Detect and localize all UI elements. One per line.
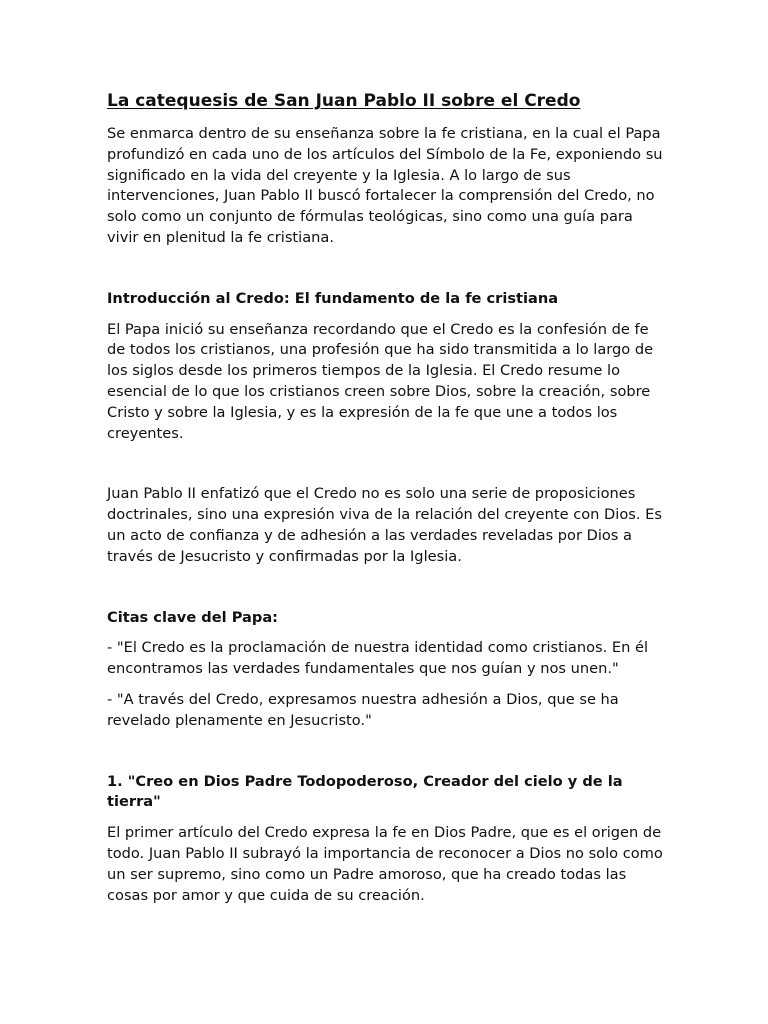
spacer [107,680,667,690]
spacer [107,249,667,289]
spacer [107,628,667,638]
spacer [107,568,667,608]
spacer [107,732,667,772]
section-introduccion-paragraph-2: Juan Pablo II enfatizó que el Credo no es solo una serie de proposiciones doctrinales, sino una expresión viva de la relación del creyente con Dios. Es un acto de confianza y de adhesión a las verdades reveladas por Dios a través de Jesucristo y confirmadas por la Iglesia. [107,485,662,565]
spacer [107,813,667,823]
document-page [107,88,667,906]
quote-2: - "A través del Credo, expresamos nuestra adhesión a Dios, que se ha revelado plenamente en Jesucristo." [107,690,619,729]
spacer [107,444,667,484]
section-creo-en-dios-paragraph: El primer artículo del Credo expresa la fe en Dios Padre, que es el origen de todo. Juan Pablo II subrayó la importancia de reconocer a Dios no solo como un ser supremo, sino como un Padre amoroso, que ha creado todas las cosas por amor y que cuida de su creación. [107,824,663,904]
section-heading-creo-en-dios: 1. "Creo en Dios Padre Todopoderoso, Creador del cielo y de la tierra" [107,772,623,811]
quote-1: - "El Credo es la proclamación de nuestra identidad como cristianos. En él encontramos las verdades fundamentales que nos guían y nos unen." [107,639,649,678]
section-introduccion-paragraph-1: El Papa inició su enseñanza recordando que el Credo es la confesión de fe de todos los cristianos, una profesión que ha sido transmitida a lo largo de los siglos desde los primeros tiempos de la Iglesia. El Credo resume lo esencial de lo que los cristianos creen sobre Dios, sobre la creación, sobre Cristo y sobre la Iglesia, y es la expresión de la fe que une a todos los creyentes. [107,320,654,442]
spacer [107,310,667,320]
document-title: La catequesis de San Juan Pablo II sobre el Credo [107,91,581,111]
section-heading-citas: Citas clave del Papa: [107,608,279,626]
intro-paragraph: Se enmarca dentro de su enseñanza sobre la fe cristiana, en la cual el Papa profundizó en cada uno de los artículos del Símbolo de la Fe, exponiendo su significado en la vida del creyente y la Iglesia. A lo largo de sus intervenciones, Juan Pablo II buscó fortalecer la comprensión del Credo, no solo como un conjunto de fórmulas teológicas, sino como una guía para vivir en plenitud la fe cristiana. [107,125,663,246]
section-heading-introduccion: Introducción al Credo: El fundamento de la fe cristiana [107,289,559,307]
